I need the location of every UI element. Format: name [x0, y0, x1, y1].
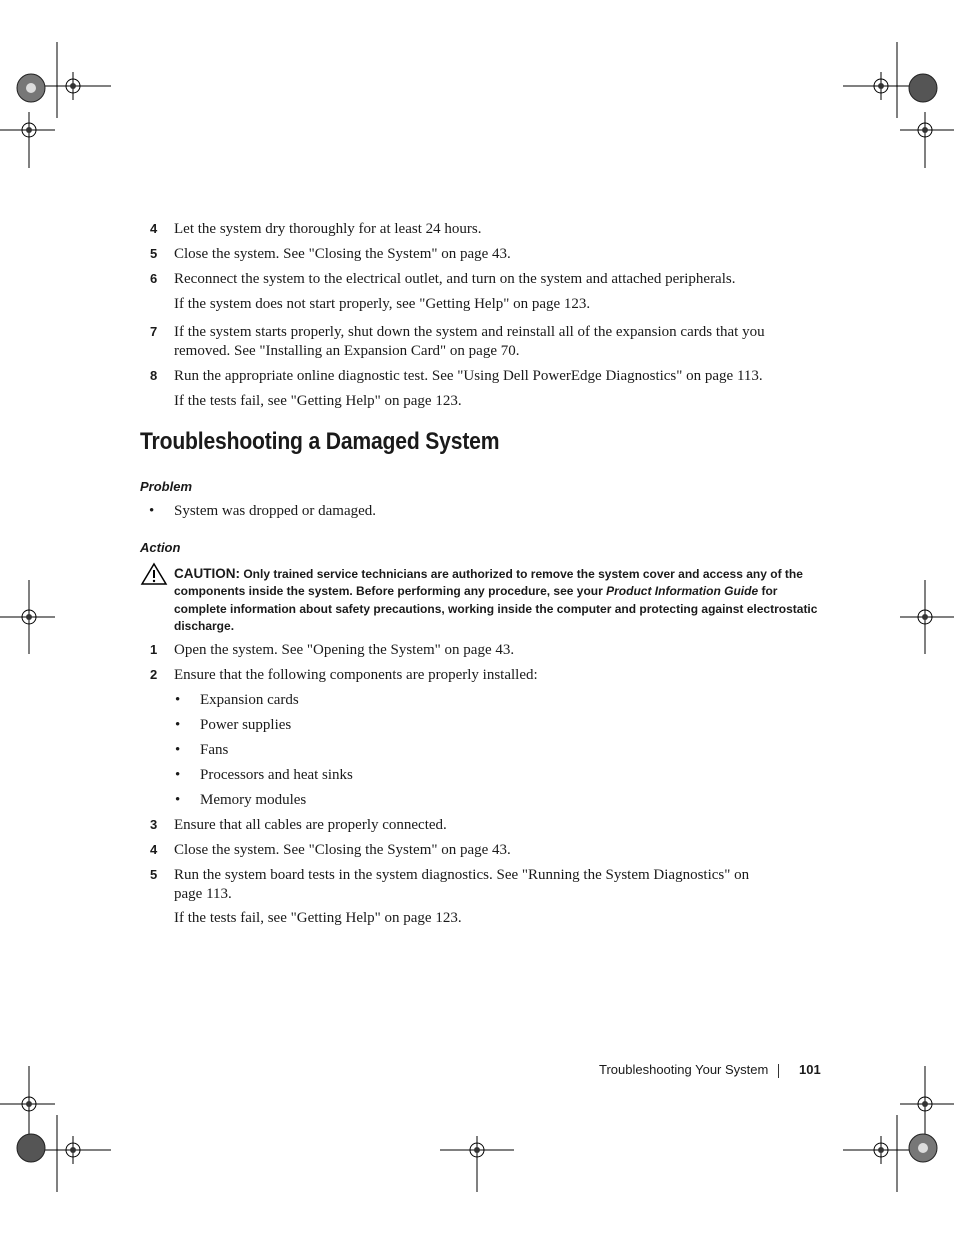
- bullet: •: [175, 792, 181, 808]
- step-number: 5: [150, 867, 158, 882]
- step-text: Open the system. See "Opening the System" on page 43.: [174, 642, 515, 658]
- section-title: Troubleshooting a Damaged System: [140, 428, 500, 455]
- step-number: 7: [150, 324, 158, 339]
- step-text: Ensure that the following components are properly installed:: [174, 667, 538, 683]
- step-text: Close the system. See "Closing the System" on page 43.: [174, 842, 511, 858]
- step-number: 6: [150, 271, 158, 286]
- problem-label: Problem: [140, 479, 193, 494]
- step-text: Reconnect the system to the electrical outlet, and turn on the system and attached peripherals.: [174, 271, 736, 287]
- step-text: If the system does not start properly, see "Getting Help" on page 123.: [174, 296, 591, 312]
- step-text: page 113.: [174, 886, 232, 902]
- step-number: 8: [150, 368, 158, 383]
- step-text: If the tests fail, see "Getting Help" on page 123.: [174, 910, 462, 926]
- bullet: •: [175, 767, 181, 783]
- step-text: removed. See "Installing an Expansion Card" on page 70.: [174, 343, 520, 359]
- caution-text: components inside the system. Before performing any procedure, see your: [174, 584, 603, 599]
- product-guide-title: Product Information Guide: [606, 584, 759, 599]
- action-label: Action: [140, 540, 181, 555]
- step-number: 4: [150, 842, 158, 857]
- step-number: 4: [150, 221, 158, 236]
- bullet: •: [175, 692, 181, 708]
- footer-section-title: Troubleshooting Your System: [599, 1062, 769, 1077]
- step-number: 3: [150, 817, 158, 832]
- component-text: Processors and heat sinks: [200, 767, 353, 783]
- caution-text: for: [761, 584, 778, 599]
- step-text: Ensure that all cables are properly connected.: [174, 817, 447, 833]
- step-number: 5: [150, 246, 158, 261]
- component-text: Memory modules: [200, 792, 307, 808]
- component-text: Expansion cards: [200, 692, 299, 708]
- bullet: •: [149, 503, 155, 519]
- step-text: Run the appropriate online diagnostic test. See "Using Dell PowerEdge Diagnostics" on page 113.: [174, 368, 763, 384]
- caution-label: CAUTION:: [174, 566, 240, 581]
- component-text: Fans: [200, 742, 229, 758]
- step-text: Close the system. See "Closing the System" on page 43.: [174, 246, 511, 262]
- caution-notice: [174, 565, 824, 636]
- bullet: •: [175, 717, 181, 733]
- caution-text: Only trained service technicians are authorized to remove the system cover and access any of the: [243, 567, 803, 581]
- step-text: If the system starts properly, shut down the system and reinstall all of the expansion cards that you: [174, 324, 765, 340]
- step-text: Let the system dry thoroughly for at least 24 hours.: [174, 221, 482, 237]
- caution-warning-icon: [140, 562, 168, 586]
- caution-line: [174, 583, 824, 600]
- step-number: 1: [150, 642, 158, 657]
- footer-divider: [778, 1064, 779, 1078]
- component-text: Power supplies: [200, 717, 292, 733]
- caution-line: [174, 565, 824, 583]
- step-text: If the tests fail, see "Getting Help" on page 123.: [174, 393, 462, 409]
- bullet: •: [175, 742, 181, 758]
- problem-text: System was dropped or damaged.: [174, 503, 377, 519]
- caution-line: discharge.: [174, 619, 235, 634]
- step-number: 2: [150, 667, 158, 682]
- page-number: 101: [799, 1062, 821, 1077]
- step-text: Run the system board tests in the system diagnostics. See "Running the System Diagnostics" on: [174, 867, 750, 883]
- caution-line: complete information about safety precautions, working inside the computer and protecting against electrostatic: [174, 601, 818, 616]
